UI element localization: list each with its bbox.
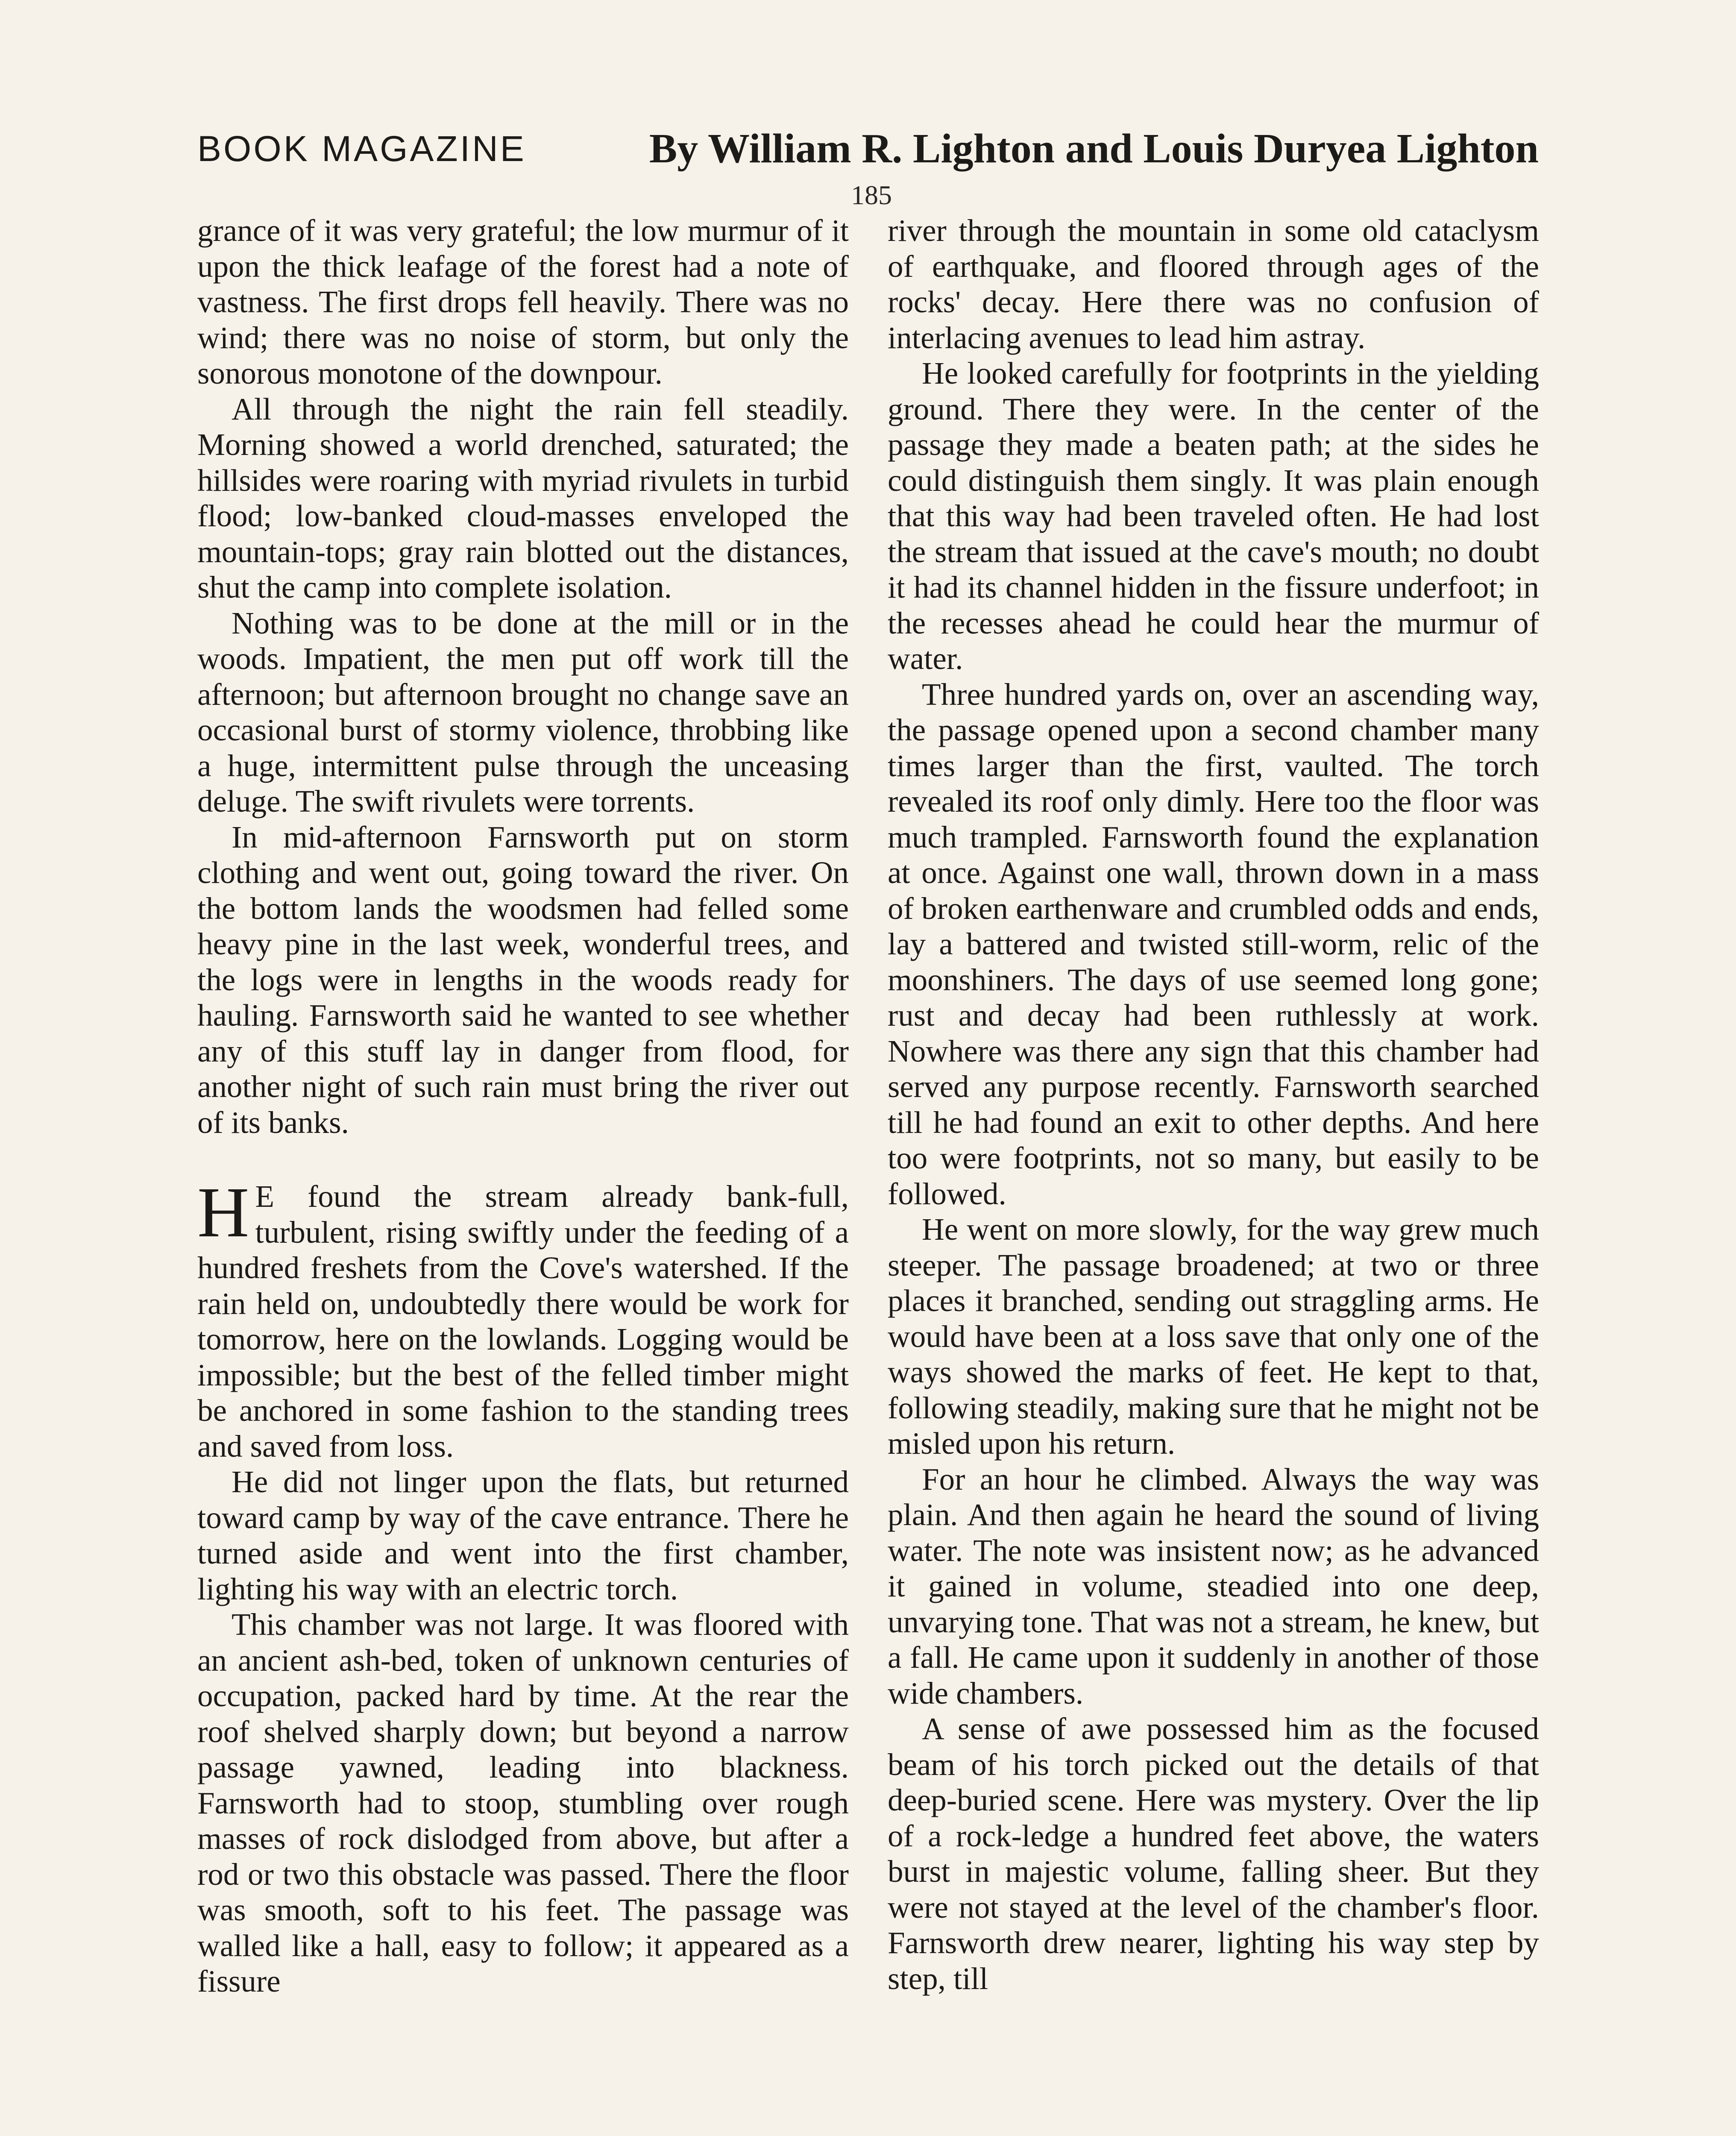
paragraph: In mid-afternoon Farnsworth put on storm clothing and went out, going toward the river. On the bottom lands the woodsmen had felled some heavy pine in the last week, wonderful trees, and the logs were in lengths in the woods ready for hauling. Farnsworth said he wanted to see whether any of this stuff lay in danger from flood, for another night of such rain must bring the river out of its banks. [197, 819, 849, 1140]
left-column [197, 213, 849, 1999]
paragraph: Nothing was to be done at the mill or in the woods. Impatient, the men put off work till the afternoon; but afternoon brought no change save an occasional burst of stormy violence, throbbing like a huge, intermittent pulse through the unceasing deluge. The swift rivulets were torrents. [197, 605, 849, 819]
drop-cap: H [197, 1173, 249, 1252]
paragraph: This chamber was not large. It was floored with an ancient ash-bed, token of unknown centuries of occupation, packed hard by time. At the rear the roof shelved sharply down; but beyond a narrow passage yawned, leading into blackness. Farnsworth had to stoop, stumbling over rough masses of rock dislodged from above, but after a rod or two this obstacle was passed. There the floor was smooth, soft to his feet. The passage was walled like a hall, easy to follow; it appeared as a fissure [197, 1607, 849, 1998]
paragraph: For an hour he climbed. Always the way was plain. And then again he heard the sound of living water. The note was insistent now; as he advanced it gained in volume, steadied into one deep, unvarying tone. That was not a stream, he knew, but a fall. He came upon it suddenly in another of those wide chambers. [888, 1461, 1539, 1711]
magazine-title: BOOK MAGAZINE [197, 129, 526, 169]
paragraph: Three hundred yards on, over an ascending way, the passage opened upon a second chamber many times larger than the first, vaulted. The torch revealed its roof only dimly. Here too the floor was much trampled. Farnsworth found the explanation at once. Against one wall, thrown down in a mass of broken earthenware and crumbled odds and ends, lay a battered and twisted still-worm, relic of the moonshiners. The days of use seemed long gone; rust and decay had been ruthlessly at work. Nowhere was there any sign that this chamber had served any purpose recently. Farnsworth searched till he had found an exit to other depths. And here too were footprints, not so many, but easily to be followed. [888, 677, 1539, 1211]
paragraph: All through the night the rain fell steadily. Morning showed a world drenched, saturated; the hillsides were roaring with myriad rivulets in turbid flood; low-banked cloud-masses enveloped the mountain-tops; gray rain blotted out the distances, shut the camp into complete isolation. [197, 391, 849, 604]
paragraph: A sense of awe possessed him as the focused beam of his torch picked out the details of that deep-buried scene. Here was mystery. Over the lip of a rock-ledge a hundred feet above, the waters burst in majestic volume, falling sheer. But they were not stayed at the level of the chamber's floor. Farnsworth drew nearer, lighting his way step by step, till [888, 1711, 1539, 1996]
right-column [888, 213, 1539, 1996]
paragraph: He did not linger upon the flats, but returned toward camp by way of the cave entrance. There he turned aside and went into the first chamber, lighting his way with an electric torch. [197, 1464, 849, 1606]
paragraph: river through the mountain in some old cataclysm of earthquake, and floored through ages of the rocks' decay. Here there was no confusion of interlacing avenues to lead him astray. [888, 213, 1539, 355]
paragraph-text: E found the stream already bank-full, turbulent, rising swiftly under the feeding of a hundred freshets from the Cove's watershed. If the rain held on, undoubtedly there would be work for tomorrow, here on the lowlands. Logging would be impossible; but the best of the felled timber might be anchored in some fashion to the standing trees and saved from loss. [197, 1179, 849, 1464]
author-byline: By William R. Lighton and Louis Duryea Lighton [649, 126, 1539, 172]
page-header [197, 128, 1539, 184]
page-number: 185 [851, 180, 892, 210]
paragraph: He went on more slowly, for the way grew much steeper. The passage broadened; at two or three places it branched, sending out straggling arms. He would have been at a loss save that only one of the ways showed the marks of feet. He kept to that, following steadily, making sure that he might not be misled upon his return. [888, 1212, 1539, 1461]
paragraph: He looked carefully for footprints in the yielding ground. There they were. In the center of the passage they made a beaten path; at the sides he could distinguish them singly. It was plain enough that this way had been traveled often. He had lost the stream that issued at the cave's mouth; no doubt it had its channel hidden in the fissure underfoot; in the recesses ahead he could hear the murmur of water. [888, 356, 1539, 676]
paragraph-with-drop-cap [197, 1173, 849, 1464]
paragraph: grance of it was very grateful; the low murmur of it upon the thick leafage of the forest had a note of vastness. The first drops fell heavily. There was no wind; there was no noise of storm, but only the sonorous monotone of the downpour. [197, 213, 849, 390]
